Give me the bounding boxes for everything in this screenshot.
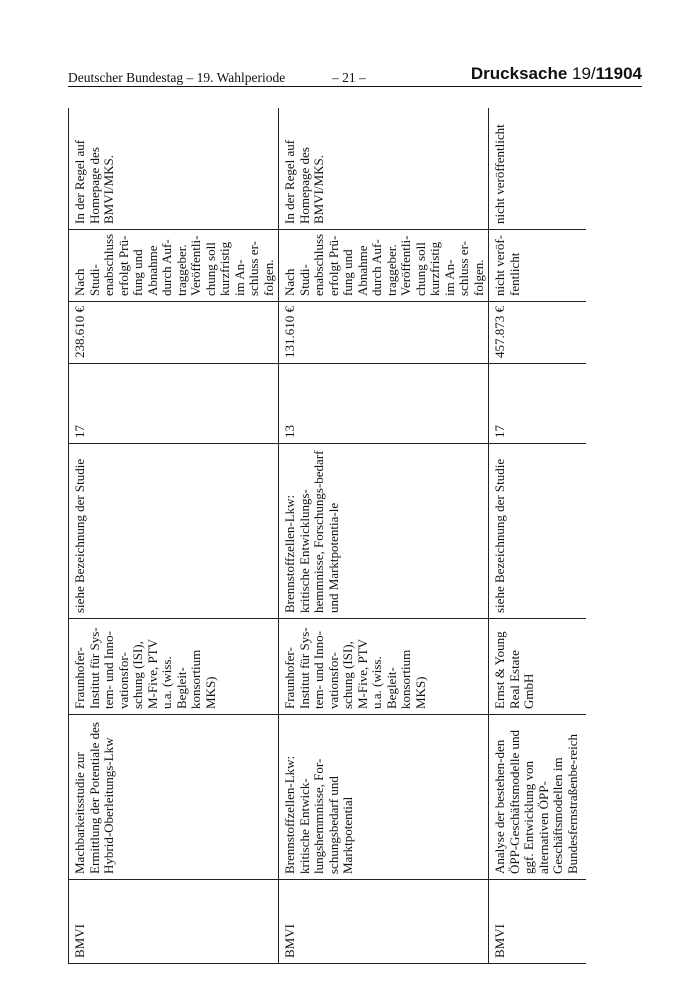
cell-ministry: BMVI — [69, 880, 279, 964]
page-header — [68, 62, 642, 84]
cell-study-title: Brennstoffzellen-Lkw: kritische Entwick-lungshemmnisse, For-schungsbedarf und Marktpotential — [279, 715, 489, 880]
page-number: – 21 – — [332, 70, 366, 85]
cell-publication: Nach Studi-enabschluss erfolgt Prü-fung und Abnahme durch Auf-traggeber. Veröffentli-chung soll kurzfristig im An-schluss er-folgen. — [279, 230, 489, 302]
table-row — [69, 108, 279, 964]
cell-count: 13 — [279, 364, 489, 444]
document-number-session: 19/ — [572, 64, 596, 83]
cell-cost: 131.610 € — [279, 302, 489, 364]
header-publication-title: Deutscher Bundestag – 19. Wahlperiode — [68, 70, 286, 85]
cell-where-published: nicht veröffentlicht — [489, 108, 587, 230]
document-number-prefix: Drucksache — [470, 64, 573, 83]
table-row — [489, 108, 587, 964]
cell-cost: 238.610 € — [69, 302, 279, 364]
rotated-table-container — [68, 108, 586, 964]
cell-ministry: BMVI — [279, 880, 489, 964]
cell-where-published: In der Regel auf Homepage des BMVI/MKS. — [279, 108, 489, 230]
document-number — [471, 64, 642, 84]
cell-count: 17 — [489, 364, 587, 444]
cell-study-title: Analyse der bestehen-den ÖPP-Geschäftsmodelle und ggf. Entwicklung von alternativen ÖPP-Geschäftsmodellen im Bundesfernstraßenbe-reich — [489, 715, 587, 880]
header-rule — [68, 86, 642, 87]
rotated-table-area — [68, 108, 586, 964]
cell-publication: nicht veröf-fentlicht — [489, 230, 587, 302]
cell-count: 17 — [69, 364, 279, 444]
table-row — [279, 108, 489, 964]
cell-ministry: BMVI — [489, 880, 587, 964]
cell-contractor: Fraunhofer-Institut für Sys-tem- und Inno-vationsfor-schung (ISI), M-Five, PTV u.a. (wiss. Begleit-konsortium MKS) — [279, 619, 489, 715]
cell-study-title: Machbarkeitsstudie zur Ermittlung der Potentiale des Hybrid-Oberleitungs-Lkw — [69, 715, 279, 880]
document-number-value: 11904 — [595, 64, 642, 83]
cell-contractor: Fraunhofer-Institut für Sys-tem- und Inno-vationsfor-schung (ISI), M-Five, PTV u.a. (wiss. Begleit-konsortium MKS) — [69, 619, 279, 715]
cell-subject: Brennstoffzellen-Lkw: kritische Entwicklungs-hemmnisse, Forschungs-bedarf und Marktpotentia-le — [279, 444, 489, 619]
cell-cost: 457.873 € — [489, 302, 587, 364]
cell-subject: siehe Bezeichnung der Studie — [69, 444, 279, 619]
cell-where-published: In der Regel auf Homepage des BMVI/MKS. — [69, 108, 279, 230]
cell-contractor: Ernst & Young Real Estate GmbH — [489, 619, 587, 715]
cell-subject: siehe Bezeichnung der Studie — [489, 444, 587, 619]
cell-publication: Nach Studi-enabschluss erfolgt Prü-fung und Abnahme durch Auf-traggeber. Veröffentli-chung soll kurzfristig im An-schluss er-folgen. — [69, 230, 279, 302]
studies-table — [68, 108, 586, 964]
